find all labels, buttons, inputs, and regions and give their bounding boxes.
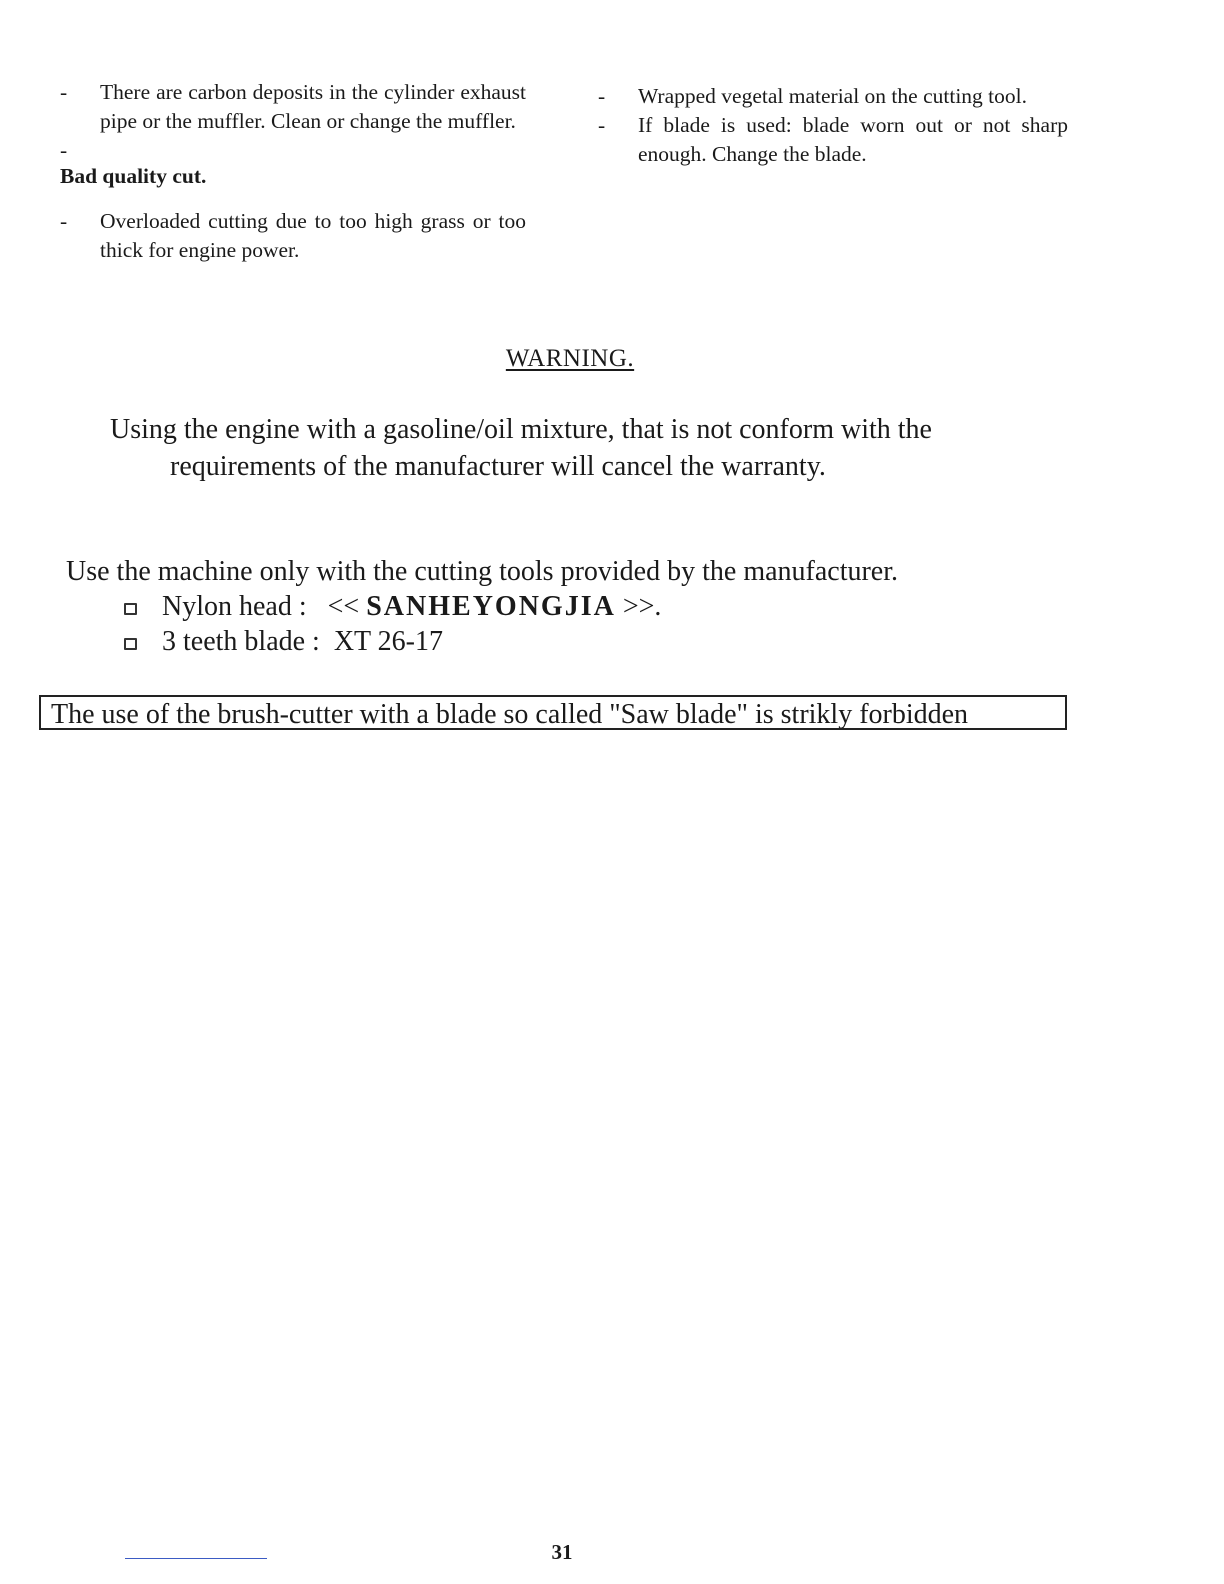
- bullet-dash: -: [60, 80, 68, 104]
- bullet-text: There are carbon deposits in the cylinder exhaust pipe or the muffler. Clean or change the muffler.: [100, 80, 526, 133]
- tool-label: 3 teeth blade :: [162, 626, 320, 657]
- list-item: [598, 82, 1068, 111]
- warning-text: [110, 411, 1070, 485]
- forbidden-notice-box: The use of the brush-cutter with a blade so called "Saw blade" is strikly forbidden: [39, 695, 1067, 730]
- footer-rule: [125, 1558, 267, 1559]
- checkbox-square-icon: [124, 603, 137, 615]
- tool-value: XT 26-17: [333, 626, 443, 657]
- right-column: [598, 82, 1068, 169]
- bullet-text: Overloaded cutting due to too high grass or too thick for engine power.: [100, 209, 526, 262]
- checkbox-square-icon: [124, 638, 137, 650]
- brand-open: <<: [327, 591, 360, 622]
- tool-value: SANHEYONGJIA: [366, 591, 616, 622]
- empty-list-item: [60, 136, 526, 162]
- page-number: 31: [551, 1540, 573, 1564]
- bullet-dash: -: [598, 84, 606, 108]
- bullet-dash: -: [60, 138, 68, 162]
- bullet-dash: -: [598, 113, 606, 137]
- warning-title: WARNING.: [505, 345, 635, 372]
- list-item: [60, 78, 526, 136]
- list-item: [60, 207, 526, 265]
- tool-label: Nylon head :: [162, 591, 307, 622]
- left-column: [60, 78, 526, 265]
- section-subheading: Bad quality cut.: [60, 164, 207, 188]
- usage-section: [66, 554, 1116, 659]
- warning-line-1: Using the engine with a gasoline/oil mixture, that is not conform with the: [110, 414, 932, 445]
- brand-close: >>.: [622, 591, 662, 622]
- usage-intro: Use the machine only with the cutting tools provided by the manufacturer.: [66, 556, 899, 587]
- bullet-text: Wrapped vegetal material on the cutting tool.: [638, 84, 1027, 108]
- bullet-dash: -: [60, 209, 68, 233]
- warning-line-2: requirements of the manufacturer will cancel the warranty.: [170, 451, 826, 482]
- tool-item-nylon-head: [66, 589, 1116, 624]
- bullet-text: If blade is used: blade worn out or not sharp enough. Change the blade.: [638, 113, 1068, 166]
- tool-item-blade: [66, 624, 1116, 659]
- list-item: [598, 111, 1068, 169]
